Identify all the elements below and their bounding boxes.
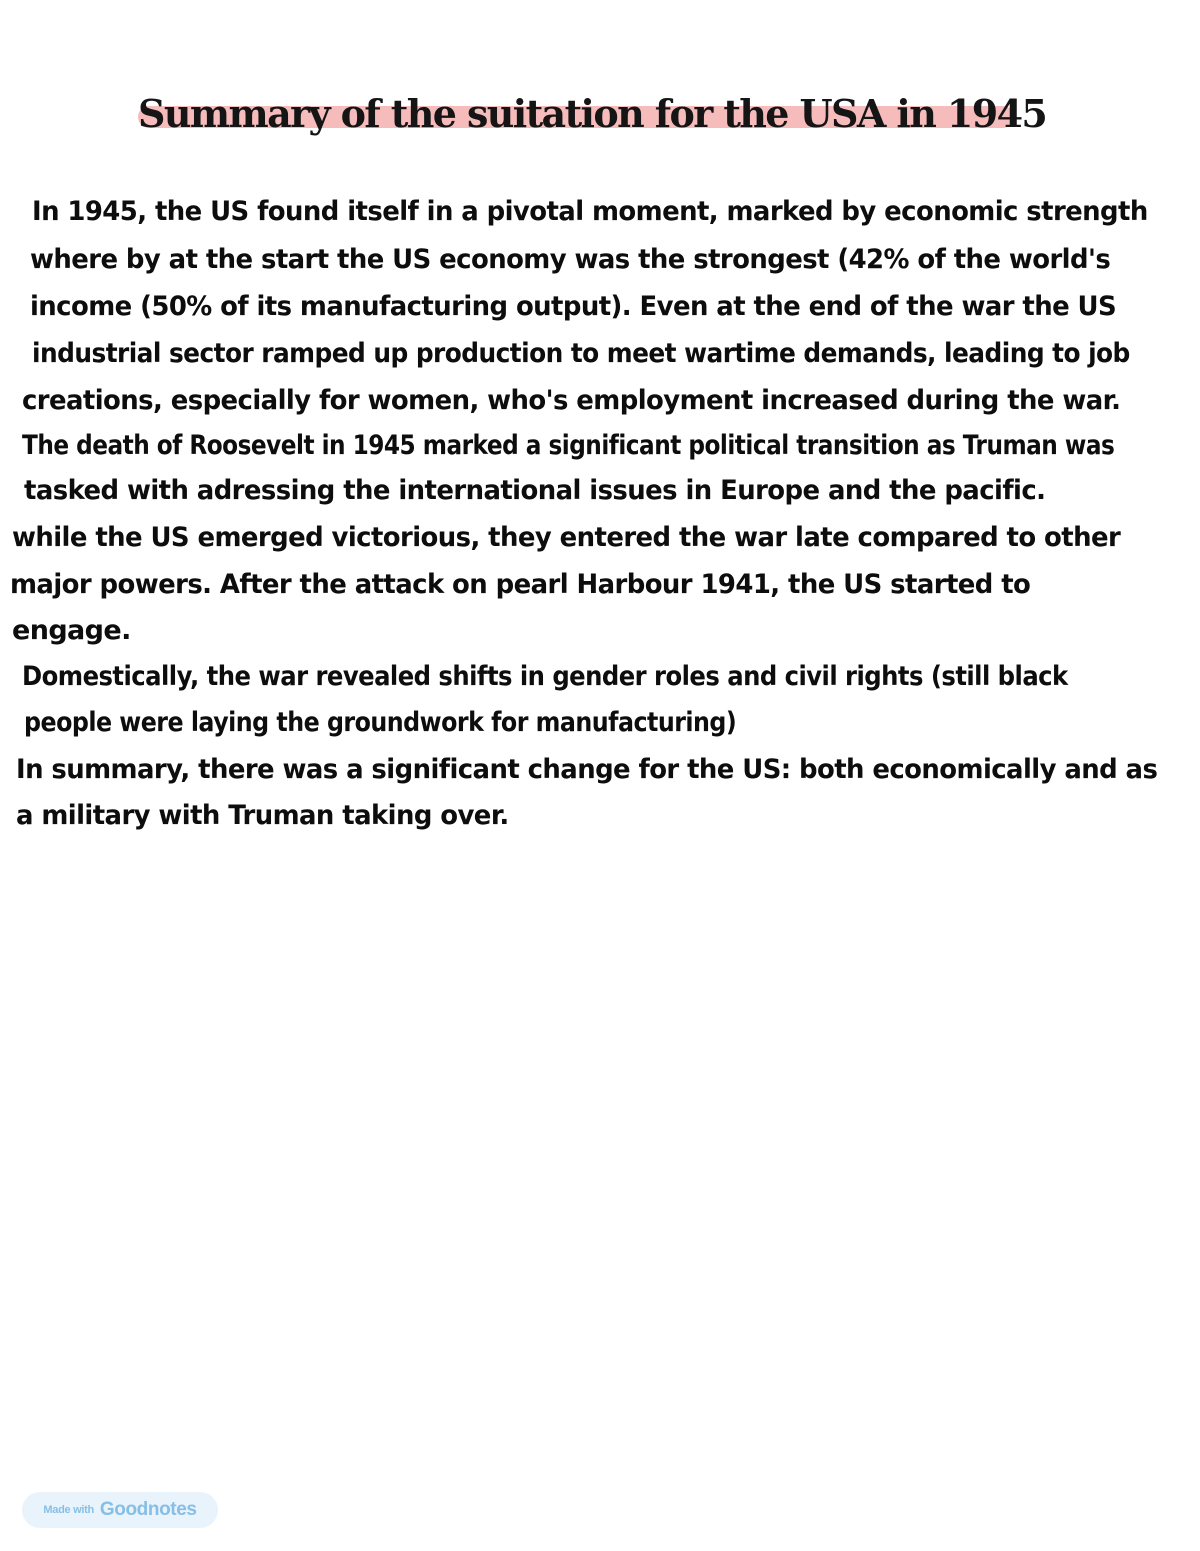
badge-prefix: Made with (43, 1504, 94, 1516)
handwritten-line: while the US emerged victorious, they entered the war late compared to other (12, 522, 1121, 553)
handwritten-line: where by at the start the US economy was the strongest (42% of the world's (30, 244, 1111, 275)
handwritten-line: industrial sector ramped up production to meet wartime demands, leading to job (32, 338, 1130, 369)
handwritten-line: engage. (12, 615, 131, 646)
handwritten-line: In 1945, the US found itself in a pivotal moment, marked by economic strength (32, 196, 1148, 227)
handwritten-line: income (50% of its manufacturing output). Even at the end of the war the US (30, 291, 1117, 322)
title-block (138, 88, 1047, 140)
handwritten-line: Domestically, the war revealed shifts in gender roles and civil rights (still black (22, 661, 1068, 692)
handwritten-line: The death of Roosevelt in 1945 marked a significant political transition as Truman was (22, 430, 1115, 461)
handwritten-line: people were laying the groundwork for manufacturing) (24, 707, 737, 738)
handwritten-line: a military with Truman taking over. (16, 800, 509, 831)
made-with-goodnotes-badge[interactable] (22, 1492, 218, 1528)
handwritten-line: major powers. After the attack on pearl Harbour 1941, the US started to (10, 569, 1031, 600)
note-title: Summary of the suitation for the USA in 1945 (138, 91, 1047, 136)
handwritten-line: creations, especially for women, who's employment increased during the war. (22, 385, 1121, 416)
handwritten-line: tasked with adressing the international issues in Europe and the pacific. (24, 475, 1046, 506)
handwritten-line: In summary, there was a significant change for the US: both economically and as (16, 754, 1158, 785)
goodnotes-logo: Goodnotes (99, 1499, 197, 1520)
